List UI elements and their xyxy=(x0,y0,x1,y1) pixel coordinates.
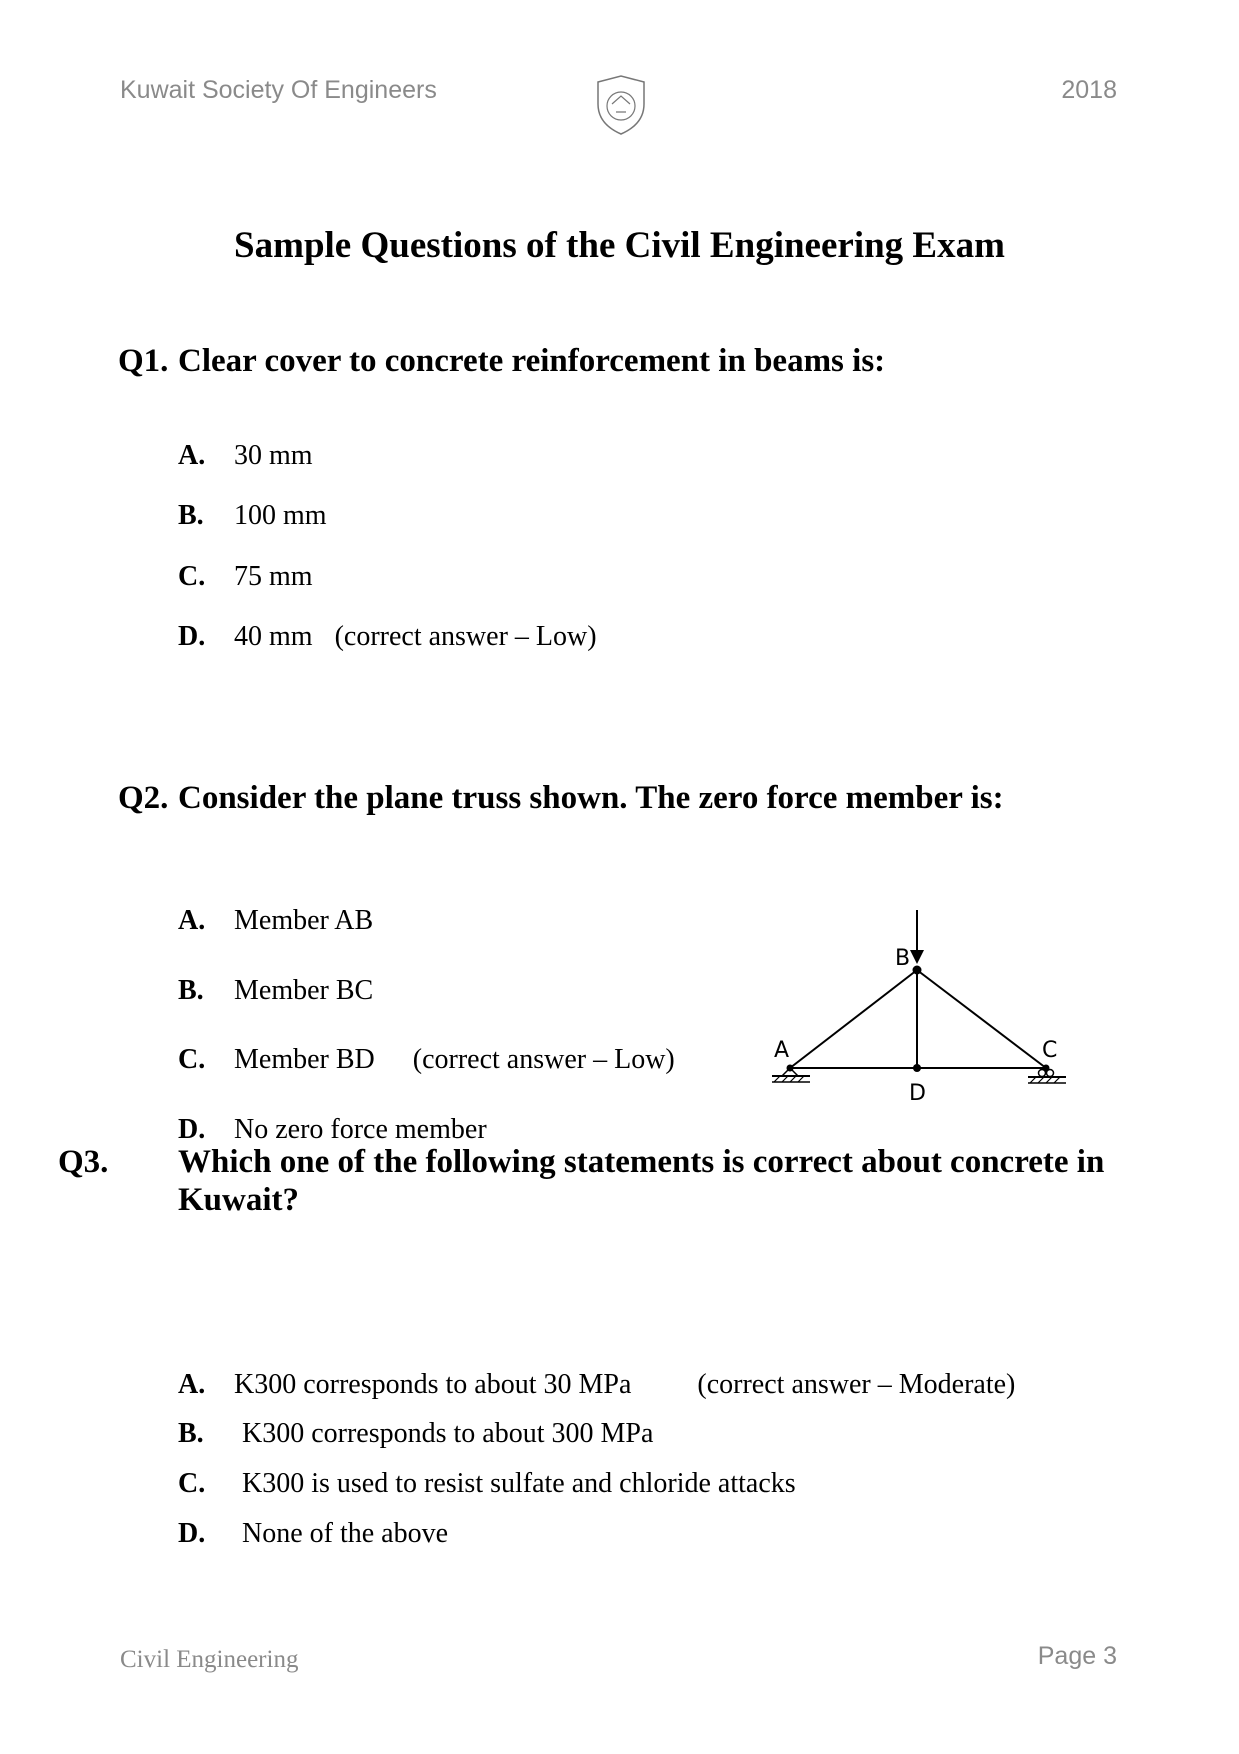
option-text: No zero force member xyxy=(234,1114,487,1145)
option-text: 30 mm xyxy=(234,440,313,471)
option-text: K300 corresponds to about 300 MPa xyxy=(242,1418,654,1449)
option-label: D. xyxy=(178,1518,206,1549)
option-text: K300 is used to resist sulfate and chloride attacks xyxy=(242,1468,796,1499)
question-number: Q1. xyxy=(118,343,169,379)
label-a: A xyxy=(774,1038,790,1063)
question-3 xyxy=(58,1143,1138,1219)
footer-page-number: Page 3 xyxy=(1037,1642,1117,1670)
question-text: Consider the plane truss shown. The zero force member is: xyxy=(178,780,1004,816)
q3-option-a xyxy=(178,1369,1015,1401)
question-number: Q3. xyxy=(58,1144,109,1180)
question-number: Q2. xyxy=(118,780,169,816)
support-c xyxy=(1028,1070,1066,1084)
q1-option-b xyxy=(178,500,327,532)
option-text: Member AB xyxy=(234,905,374,936)
option-label: C. xyxy=(178,1044,206,1075)
option-text: Member BC xyxy=(234,975,374,1006)
joint-d xyxy=(913,1064,921,1072)
joint-b xyxy=(913,966,922,975)
member-ab xyxy=(790,970,917,1068)
option-label: A. xyxy=(178,440,206,471)
page-title: Sample Questions of the Civil Engineering Exam xyxy=(234,225,1005,266)
option-text: Member BD xyxy=(234,1044,375,1075)
question-1 xyxy=(118,342,1138,380)
q3-option-d xyxy=(178,1518,448,1550)
question-text: Clear cover to concrete reinforcement in beams is: xyxy=(178,343,886,379)
label-d: D xyxy=(909,1081,926,1106)
option-label: B. xyxy=(178,500,204,531)
label-b: B xyxy=(895,946,911,971)
question-2 xyxy=(118,779,1138,817)
q1-option-a xyxy=(178,440,313,472)
footer-department: Civil Engineering xyxy=(120,1646,299,1673)
q1-option-d xyxy=(178,621,597,653)
q2-option-c xyxy=(178,1044,675,1076)
option-label: B. xyxy=(178,1418,204,1449)
option-label: D. xyxy=(178,621,206,652)
plane-truss-diagram xyxy=(760,900,1080,1110)
answer-note: (correct answer – Moderate) xyxy=(697,1369,1016,1400)
option-text: None of the above xyxy=(242,1518,449,1549)
question-text: Which one of the following statements is correct about concrete in Kuwait? xyxy=(178,1144,1105,1218)
option-label: C. xyxy=(178,1468,206,1499)
option-label: A. xyxy=(178,905,206,936)
q3-option-b xyxy=(178,1418,653,1450)
option-label: C. xyxy=(178,561,206,592)
option-text: 40 mm xyxy=(234,621,313,652)
q2-option-b xyxy=(178,975,373,1007)
q1-option-c xyxy=(178,561,313,593)
load-arrow-head xyxy=(910,950,924,964)
option-label: D. xyxy=(178,1114,206,1145)
answer-note: (correct answer – Low) xyxy=(412,1044,675,1075)
answer-note: (correct answer – Low) xyxy=(334,621,597,652)
q2-option-d xyxy=(178,1114,487,1146)
header-year: 2018 xyxy=(1061,76,1117,104)
q2-option-a xyxy=(178,905,373,937)
option-text: K300 corresponds to about 30 MPa xyxy=(234,1369,632,1400)
option-label: A. xyxy=(178,1369,206,1400)
label-c: C xyxy=(1042,1038,1058,1063)
option-text: 100 mm xyxy=(234,500,327,531)
option-label: B. xyxy=(178,975,204,1006)
member-bc xyxy=(917,970,1046,1068)
option-text: 75 mm xyxy=(234,561,313,592)
society-seal-logo xyxy=(590,74,652,136)
q3-option-c xyxy=(178,1468,796,1500)
header-organization: Kuwait Society Of Engineers xyxy=(120,76,437,104)
